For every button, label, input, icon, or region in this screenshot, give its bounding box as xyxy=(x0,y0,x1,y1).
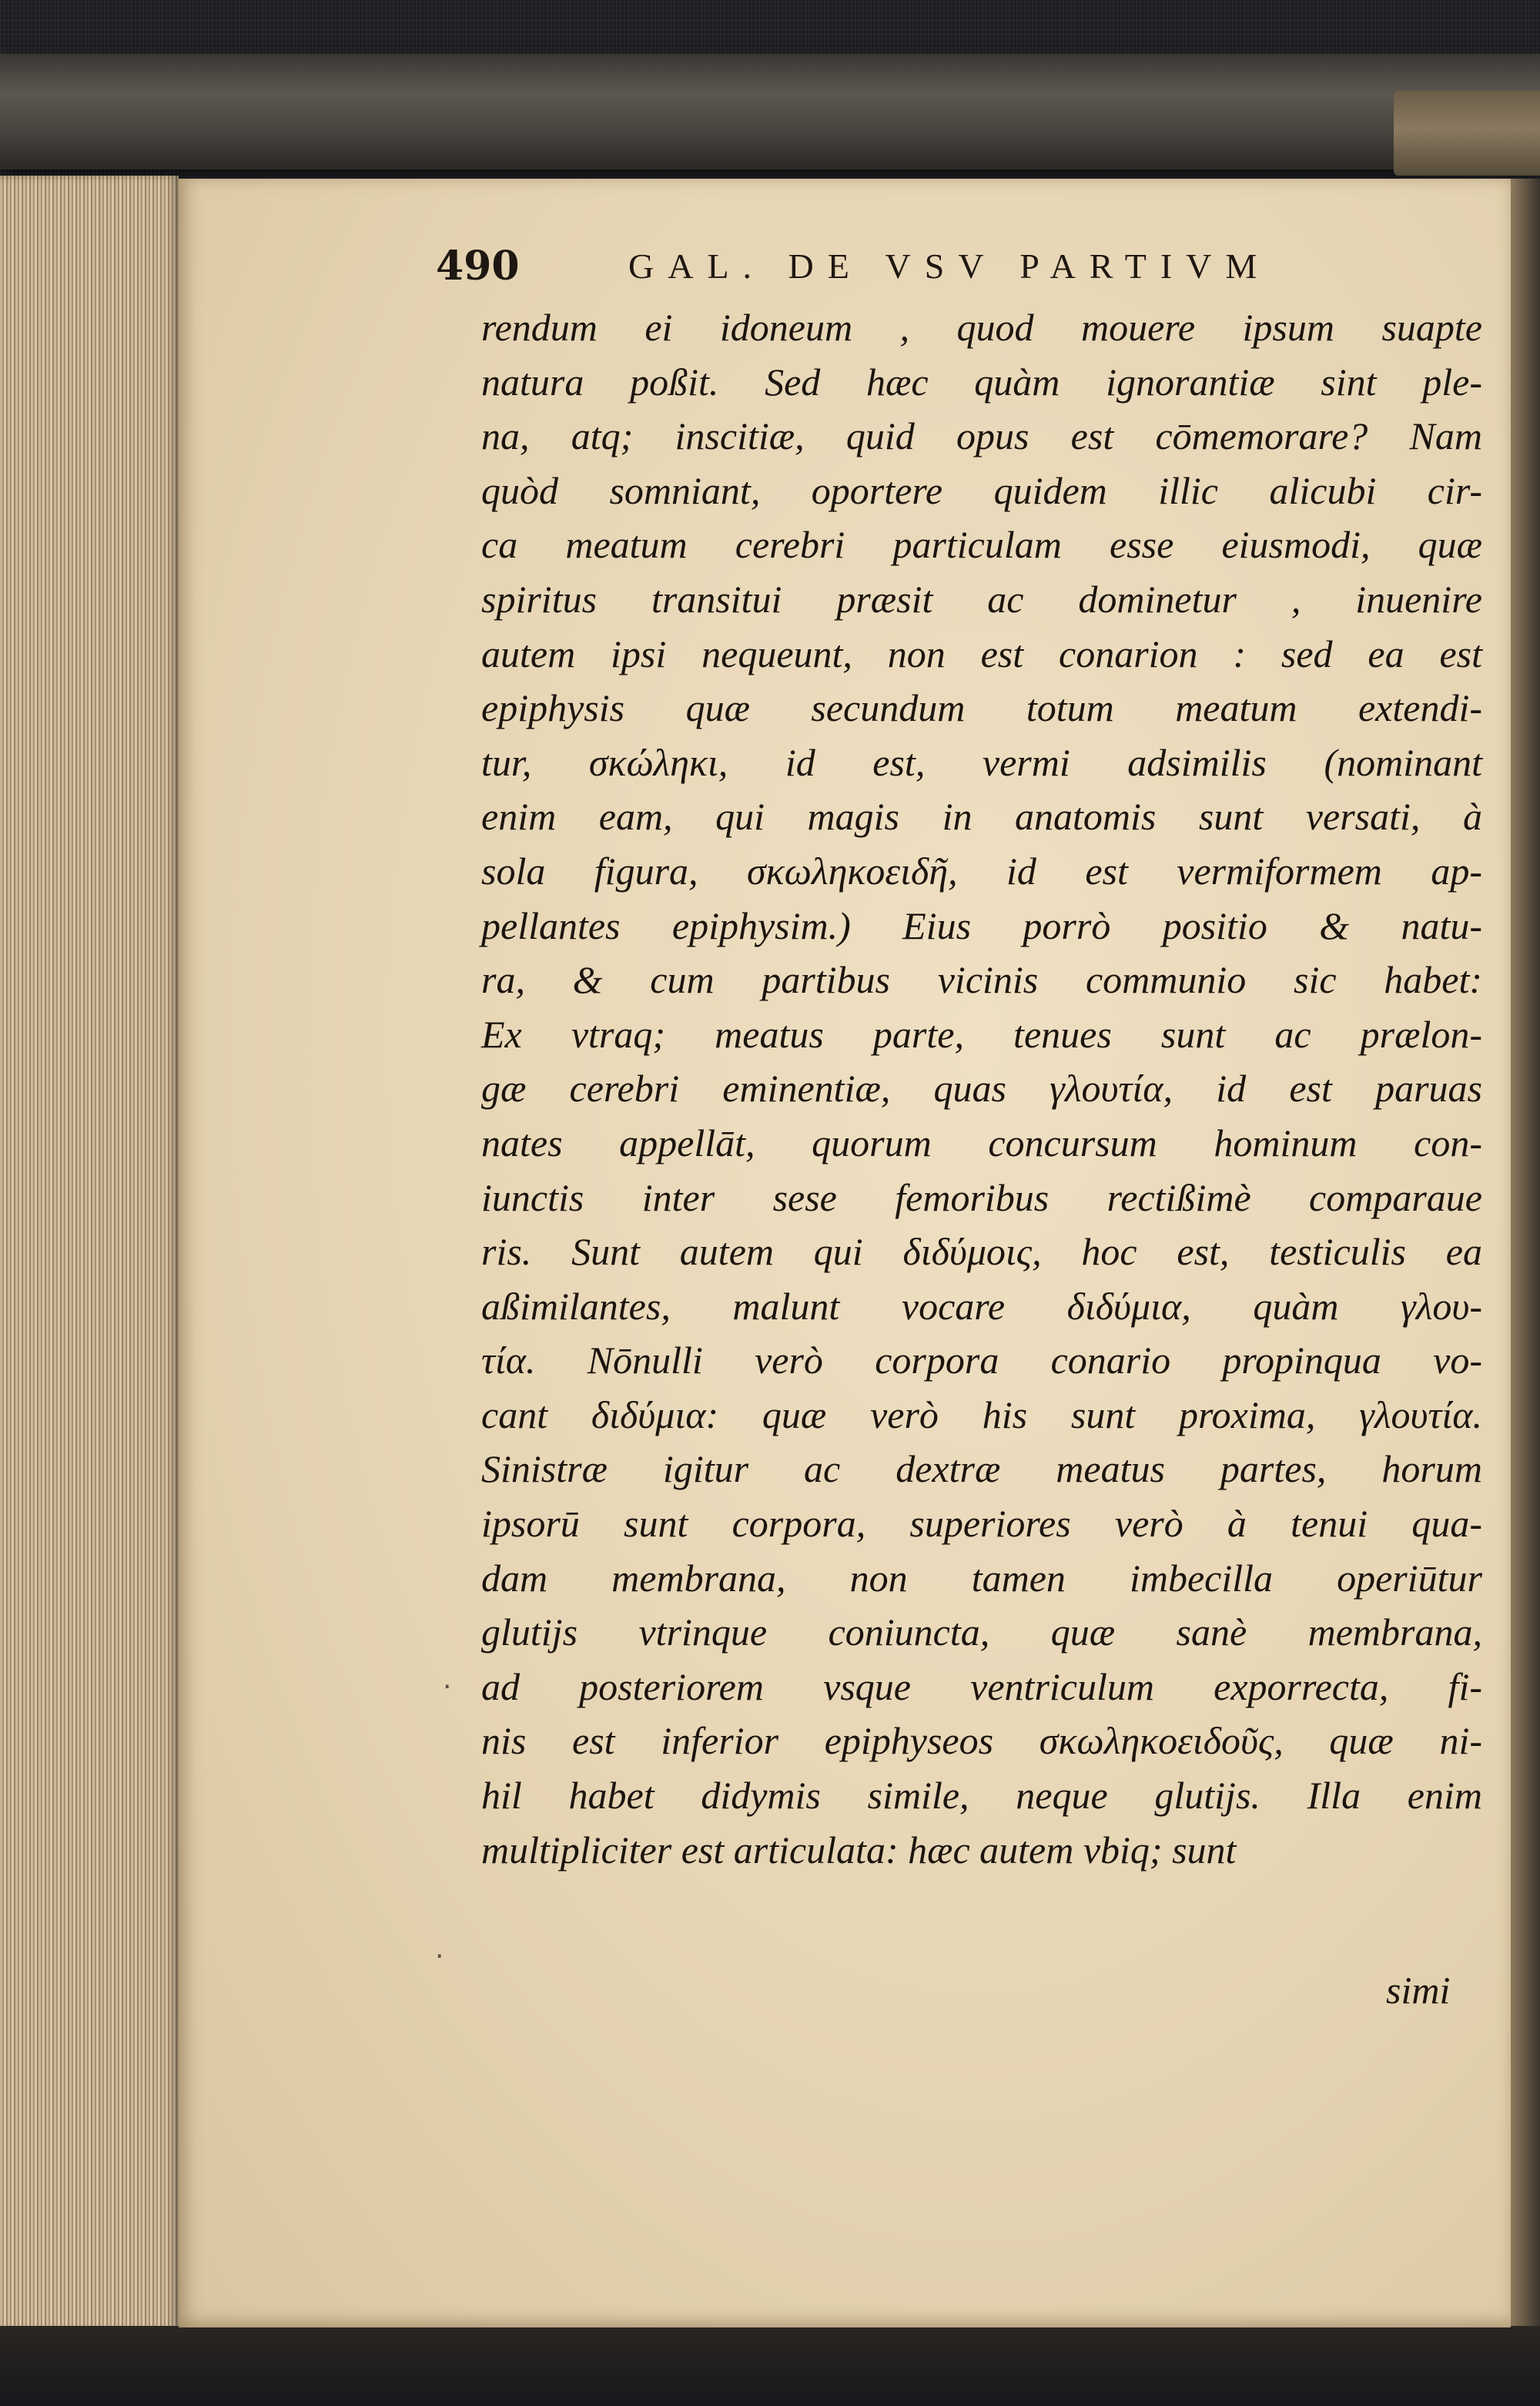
text-line: tur, σκώληκι, id est, vermi adsimilis (nominant xyxy=(481,740,1482,784)
page-fore-edge xyxy=(1511,179,1540,2335)
text-line: aßimilantes, malunt vocare διδύμια, quàm γλου- xyxy=(481,1284,1482,1328)
book-binding xyxy=(0,54,1540,169)
bottom-shadow xyxy=(0,2326,1540,2406)
text-line: glutijs vtrinque coniuncta, quæ sanè membrana, xyxy=(481,1610,1482,1654)
text-line: cant διδύμια: quæ verò his sunt proxima, γλουτία. xyxy=(481,1392,1482,1436)
margin-dot: · xyxy=(443,1671,452,1703)
text-line: multipliciter est articulata: hæc autem vbiq; sunt xyxy=(481,1828,1237,1872)
running-title: GAL. DE VSV PARTIVM xyxy=(628,246,1271,286)
text-line: natura poßit. Sed hæc quàm ignorantiæ sint ple- xyxy=(481,360,1482,404)
text-line: rendum ei idoneum , quod mouere ipsum suapte xyxy=(481,306,1482,349)
text-line: hil habet didymis simile, neque glutijs. Illa enim xyxy=(481,1774,1482,1818)
text-line: epiphysis quæ secundum totum meatum extendi- xyxy=(481,686,1482,730)
text-line: pellantes epiphysim.) Eius porrò positio & natu- xyxy=(481,903,1482,947)
text-line: nis est inferior epiphyseos σκωληκοειδοῦς, quæ ni- xyxy=(481,1719,1482,1763)
text-line: quòd somniant, oportere quidem illic alicubi cir- xyxy=(481,468,1482,512)
text-line: iunctis inter sese femoribus rectißimè comparaue xyxy=(481,1175,1482,1219)
text-line: Sinistræ igitur ac dextræ meatus partes, horum xyxy=(481,1447,1482,1491)
running-header xyxy=(436,243,1360,297)
text-line: ra, & cum partibus vicinis communio sic habet: xyxy=(481,958,1482,1002)
page-edges xyxy=(0,176,179,2332)
text-line: sola figura, σκωληκοειδῆ, id est vermiformem ap- xyxy=(481,849,1482,893)
text-line: dam membrana, non tamen imbecilla operiūtur xyxy=(481,1556,1482,1600)
text-line: na, atq; inscitiæ, quid opus est cōmemorare? Nam xyxy=(481,414,1482,458)
text-line: gæ cerebri eminentiæ, quas γλουτία, id est paruas xyxy=(481,1067,1482,1111)
text-line: autem ipsi nequeunt, non est conarion : sed ea est xyxy=(481,632,1482,675)
text-line: enim eam, qui magis in anatomis sunt versati, à xyxy=(481,795,1482,839)
text-line: nates appellāt, quorum concursum hominum con- xyxy=(481,1121,1482,1164)
text-line: ris. Sunt autem qui διδύμοις, hoc est, testiculis ea xyxy=(481,1230,1482,1274)
spine-headband xyxy=(1394,91,1540,176)
body-text xyxy=(481,300,1482,1877)
text-line: ca meatum cerebri particulam esse eiusmodi, quæ xyxy=(481,523,1482,567)
text-line: ad posteriorem vsque ventriculum exporrecta, fi- xyxy=(481,1664,1482,1708)
page-number: 490 xyxy=(436,243,520,290)
text-line: spiritus transitui præsit ac dominetur , inuenire xyxy=(481,577,1482,621)
text-line: ipsorū sunt corpora, superiores verò à tenui qua- xyxy=(481,1502,1482,1546)
margin-dot: · xyxy=(435,1941,444,1972)
catchword: simi xyxy=(1386,1969,1451,2012)
text-line: Ex vtraq; meatus parte, tenues sunt ac prælon- xyxy=(481,1012,1482,1056)
text-line: τία. Nōnulli verò corpora conario propinqua vo- xyxy=(481,1339,1482,1382)
